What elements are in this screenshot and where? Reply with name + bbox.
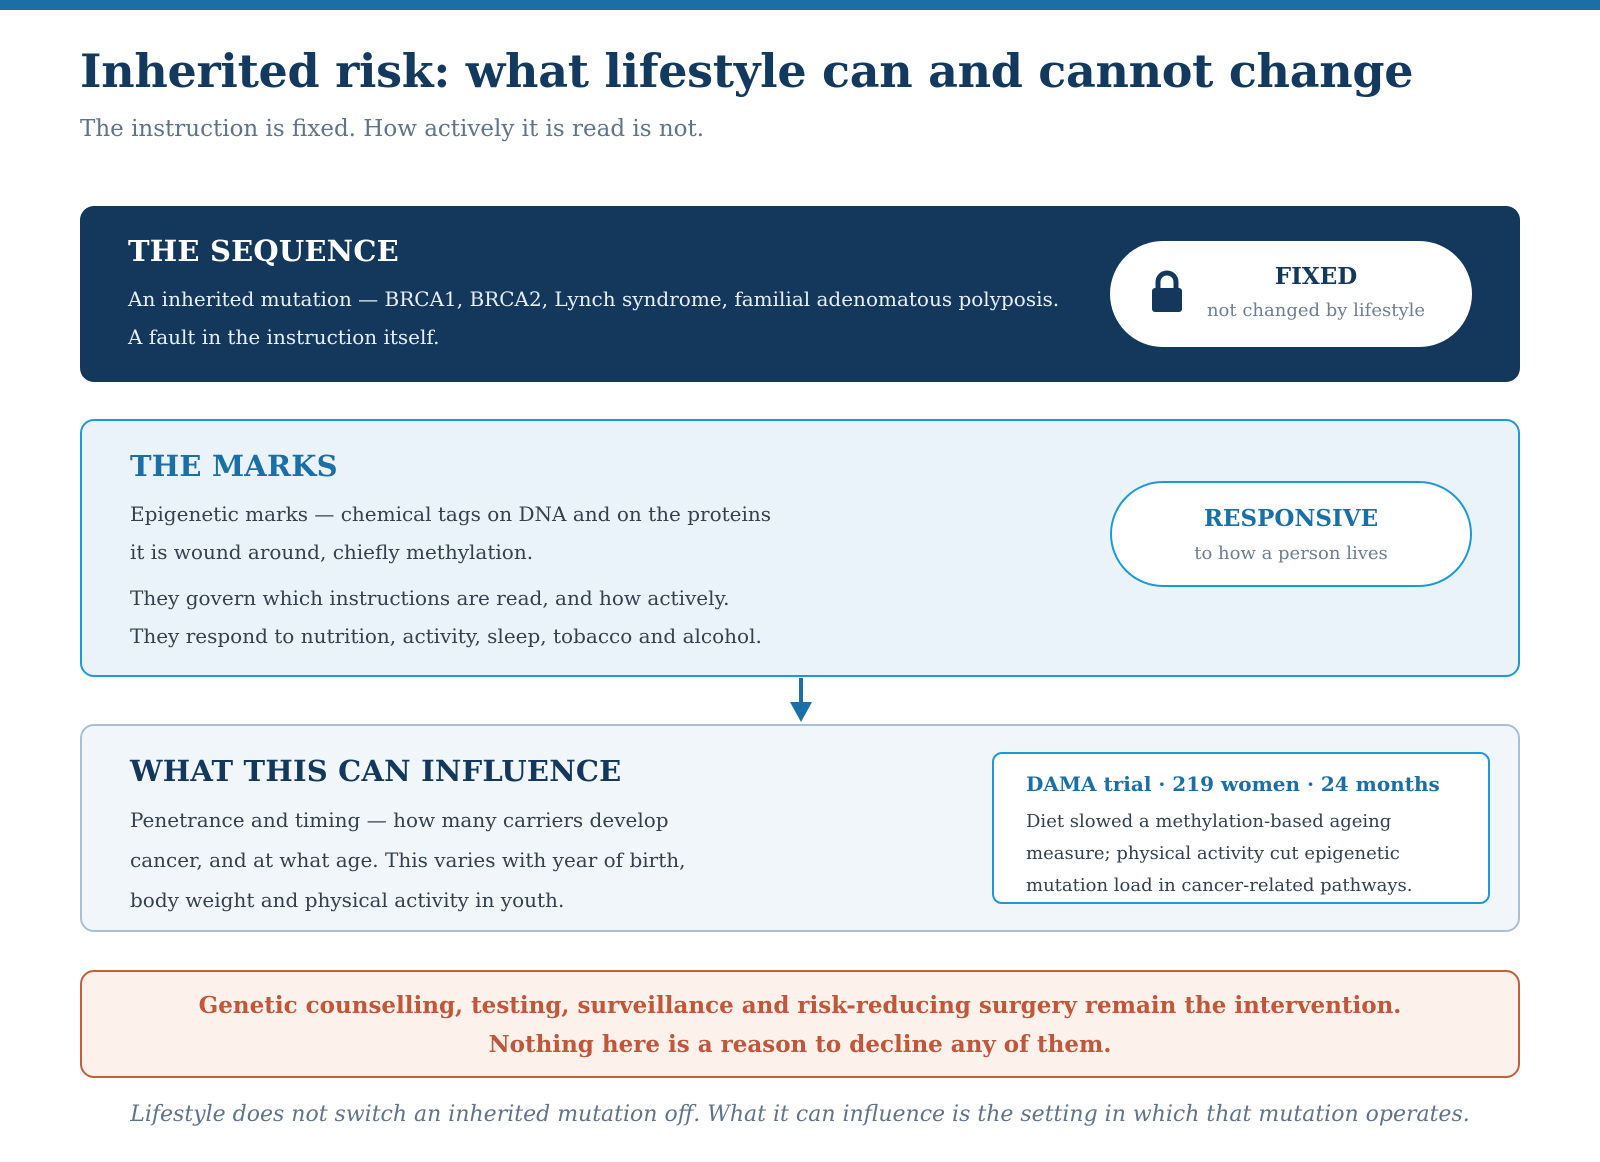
trial-line: mutation load in cancer-related pathways. <box>1026 875 1413 896</box>
responsive-badge <box>1110 481 1472 587</box>
marks-response <box>130 579 762 655</box>
responsive-badge-label: RESPONSIVE <box>1203 505 1379 532</box>
fixed-badge-label: FIXED <box>1274 263 1358 290</box>
warning-panel <box>80 970 1520 1078</box>
marks-panel <box>80 419 1520 677</box>
trial-description <box>1026 806 1412 902</box>
influence-line: cancer, and at what age. This varies with year of birth, <box>130 848 686 872</box>
influence-title: WHAT THIS CAN INFLUENCE <box>130 754 622 788</box>
sequence-panel <box>80 206 1520 382</box>
marks-line: They govern which instructions are read, and how actively. <box>130 586 730 610</box>
marks-line: They respond to nutrition, activity, sleep, tobacco and alcohol. <box>130 624 762 648</box>
sequence-line: An inherited mutation — BRCA1, BRCA2, Lynch syndrome, familial adenomatous polyposis. <box>128 287 1060 311</box>
trial-callout <box>992 752 1490 904</box>
influence-panel <box>80 724 1520 932</box>
influence-line: body weight and physical activity in youth. <box>130 888 565 912</box>
influence-line: Penetrance and timing — how many carriers develop <box>130 808 669 832</box>
marks-title: THE MARKS <box>130 449 338 483</box>
down-arrow-icon <box>790 678 812 724</box>
sequence-line: A fault in the instruction itself. <box>128 325 440 349</box>
warning-line: Nothing here is a reason to decline any of them. <box>488 1031 1112 1058</box>
page-title: Inherited risk: what lifestyle can and cannot change <box>80 44 1414 98</box>
trial-title: DAMA trial · 219 women · 24 months <box>1026 772 1440 796</box>
sequence-description <box>128 280 1059 356</box>
sequence-title: THE SEQUENCE <box>128 234 399 268</box>
marks-description <box>130 495 771 571</box>
marks-line: it is wound around, chiefly methylation. <box>130 540 534 564</box>
trial-line: Diet slowed a methylation-based ageing <box>1026 811 1392 832</box>
footnote: Lifestyle does not switch an inherited mutation off. What it can influence is the setting in which that mutation operates. <box>130 1102 1470 1127</box>
marks-line: Epigenetic marks — chemical tags on DNA and on the proteins <box>130 502 772 526</box>
top-accent-bar <box>0 0 1600 10</box>
page-subtitle: The instruction is fixed. How actively it is read is not. <box>80 116 705 142</box>
fixed-badge <box>1110 241 1472 347</box>
trial-line: measure; physical activity cut epigenetic <box>1026 843 1400 864</box>
warning-line: Genetic counselling, testing, surveillance and risk-reducing surgery remain the intervention. <box>198 992 1402 1019</box>
influence-description <box>130 800 685 920</box>
warning-text <box>82 986 1518 1064</box>
fixed-badge-sub: not changed by lifestyle <box>1206 300 1426 321</box>
responsive-badge-sub: to how a person lives <box>1194 543 1388 564</box>
